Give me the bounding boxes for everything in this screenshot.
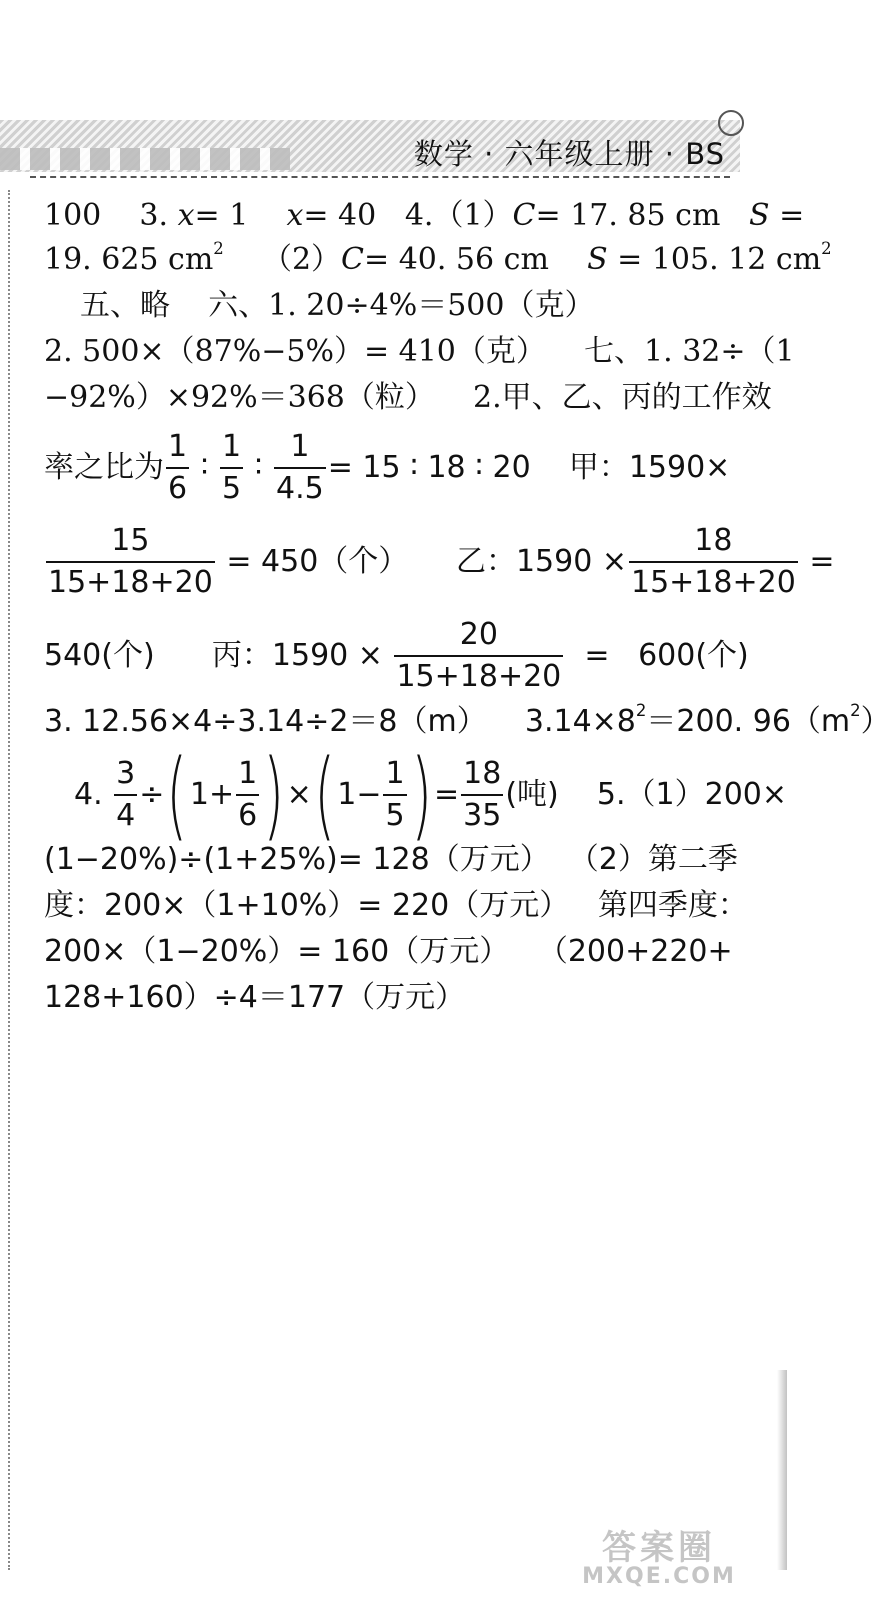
text: = <box>584 637 610 673</box>
left-paren: ( <box>166 739 188 851</box>
numerator: 15 <box>111 522 150 558</box>
text: 200×（1−20%）= 160（万元） （200+220+ <box>44 934 733 969</box>
numerator: 1 <box>222 429 242 464</box>
fraction-bar <box>46 561 215 563</box>
answer-line-2 <box>44 240 832 280</box>
page-header-title: 数学 · 六年级上册 · BS <box>413 137 725 171</box>
text: = 450（个） <box>226 543 409 579</box>
text: (1−20%)÷(1+25%)= 128（万元） （2）第二季 <box>44 842 738 877</box>
denominator: 4.5 <box>276 471 324 506</box>
answer-line-8 <box>44 614 749 697</box>
fraction <box>220 429 243 507</box>
answer-line-1 <box>44 196 804 236</box>
fraction-bar <box>166 467 189 469</box>
superscript: 2 <box>821 239 832 259</box>
header-band-dashes <box>0 148 290 170</box>
text: ÷ <box>139 777 165 812</box>
numerator: 18 <box>463 756 502 791</box>
denominator: 6 <box>238 798 258 833</box>
text: = 105. 12 cm <box>617 242 822 277</box>
watermark-logo <box>559 1530 759 1590</box>
text: 5.（1）200× <box>596 777 788 812</box>
denominator: 15+18+20 <box>631 564 796 600</box>
ratio-colon: ∶ <box>200 450 209 485</box>
text: = 1 <box>194 198 249 233</box>
var-c: C <box>512 198 536 233</box>
text: （2） <box>261 242 342 277</box>
fraction-bar <box>236 794 259 796</box>
text: −92%）×92%＝368（粒） 2.甲、乙、丙的工作效 <box>44 380 772 415</box>
answer-line-6 <box>44 426 730 509</box>
text: = <box>809 543 835 579</box>
text: 丙：1590 × <box>211 637 383 673</box>
fraction <box>383 756 406 834</box>
text: 19. 625 cm <box>44 242 214 277</box>
answer-line-9 <box>44 702 891 742</box>
text: 100 <box>44 198 102 233</box>
text: = 40. 56 cm <box>364 242 549 277</box>
answer-line-3 <box>80 286 594 326</box>
fraction-bar <box>114 794 137 796</box>
superscript: 2 <box>635 701 647 721</box>
fraction <box>629 523 798 601</box>
fraction-bar <box>394 655 563 657</box>
left-paren: ( <box>314 739 335 851</box>
fraction-bar <box>383 794 406 796</box>
text: = 15 ∶ 18 ∶ 20 甲：1590× <box>327 450 731 485</box>
text: 率之比为 <box>44 450 164 485</box>
fraction-bar <box>461 794 503 796</box>
watermark-url: MXQE.COM <box>582 1564 736 1589</box>
denominator: 15+18+20 <box>396 658 562 694</box>
var-x: x <box>286 198 304 233</box>
text: = 17. 85 cm <box>535 198 721 233</box>
scan-edge-shadow <box>777 1370 787 1570</box>
fraction-bar <box>220 467 243 469</box>
fraction <box>394 617 563 695</box>
answer-line-10 <box>74 739 788 851</box>
text: × <box>286 777 312 812</box>
denominator: 5 <box>385 798 405 833</box>
watermark-text: 答案圈 <box>602 1528 716 1568</box>
numerator: 1 <box>290 429 310 464</box>
text: = <box>779 198 805 233</box>
numerator: 18 <box>694 522 733 558</box>
denominator: 15+18+20 <box>48 564 213 600</box>
fraction-bar <box>274 467 326 469</box>
text: 2. 500×（87%−5%）= 410（克） 七、1. 32÷（1 <box>44 334 795 369</box>
text: 3. <box>139 198 169 233</box>
var-s: S <box>749 198 770 233</box>
text: 五、略 六、1. 20÷4%＝500（克） <box>80 288 595 323</box>
answer-line-13 <box>44 932 733 972</box>
fraction <box>274 429 326 507</box>
denominator: 6 <box>168 471 188 506</box>
text: 4. <box>74 777 103 812</box>
fraction <box>166 429 189 507</box>
text: = 40 <box>303 198 377 233</box>
text: = <box>434 777 460 812</box>
fraction <box>46 523 215 601</box>
text: 600(个) <box>638 637 749 673</box>
numerator: 1 <box>385 756 405 791</box>
text: 540(个) <box>44 637 155 673</box>
text: 乙：1590 × <box>455 543 627 579</box>
numerator: 3 <box>116 756 136 791</box>
text: 3. 12.56×4÷3.14÷2＝8（m） 3.14×8 <box>44 704 636 739</box>
denominator: 4 <box>116 798 136 833</box>
right-paren: ) <box>410 739 432 851</box>
fraction-bar <box>629 561 798 563</box>
numerator: 1 <box>238 756 258 791</box>
answer-line-7 <box>44 520 834 603</box>
right-paren: ) <box>263 739 285 851</box>
var-c: C <box>341 242 365 277</box>
numerator: 20 <box>459 616 498 652</box>
numerator: 1 <box>168 429 188 464</box>
fraction <box>461 756 503 834</box>
answer-line-4 <box>44 332 795 372</box>
denominator: 5 <box>222 471 242 506</box>
header-divider <box>30 176 730 178</box>
text: 1− <box>337 777 382 812</box>
text: ＝200. 96（m <box>646 704 851 739</box>
text: 1+ <box>189 777 235 812</box>
text: (吨) <box>505 777 559 812</box>
var-x: x <box>177 198 195 233</box>
ratio-colon: ∶ <box>254 450 263 485</box>
answer-line-12 <box>44 886 748 926</box>
text: 度：200×（1+10%）= 220（万元） 第四季度： <box>44 888 748 923</box>
answer-line-5 <box>44 378 772 418</box>
answer-line-11 <box>44 840 738 880</box>
text: ） <box>860 704 891 739</box>
fraction <box>236 756 259 834</box>
superscript: 2 <box>213 239 224 259</box>
text: 128+160）÷4＝177（万元） <box>44 980 466 1015</box>
denominator: 35 <box>463 798 502 833</box>
superscript: 2 <box>850 701 861 721</box>
answer-line-14 <box>44 978 465 1018</box>
var-s: S <box>587 242 608 277</box>
binding-margin-rule <box>8 190 10 1570</box>
text: 4.（1） <box>404 198 513 233</box>
fraction <box>114 756 137 834</box>
